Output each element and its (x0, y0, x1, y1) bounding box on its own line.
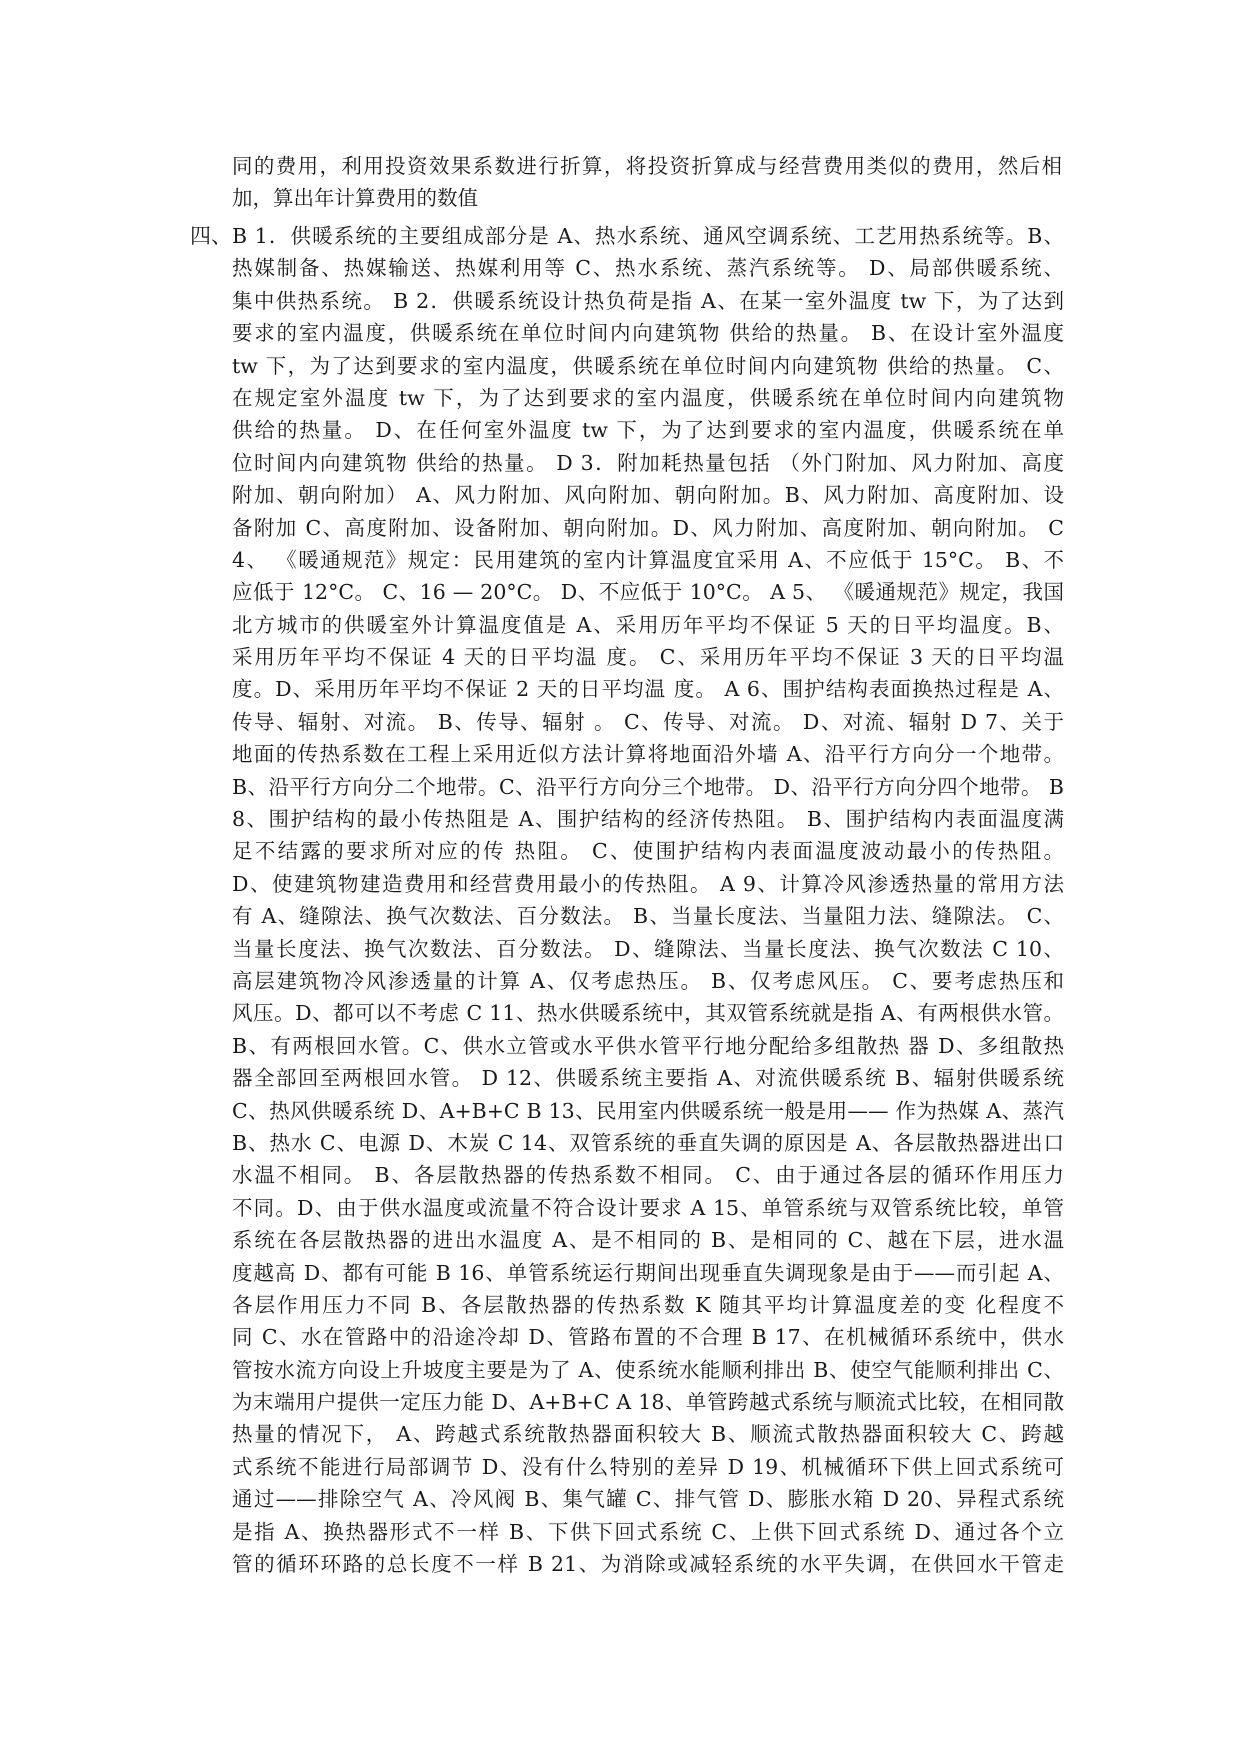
section-line: 供给的热量。 D、在任何室外温度 tw 下，为了达到要求的室内温度，供暖系统在单 (232, 418, 1064, 443)
section-line: 式系统不能进行局部调节 D、没有什么特别的差异 D 19、机械循环下供上回式系统可 (232, 1454, 1064, 1479)
intro-paragraph (232, 150, 1062, 215)
section-line: C、热风供暖系统 D、A+B+C B 13、民用室内供暖系统一般是用—— 作为热媒 A、蒸汽 (232, 1098, 1064, 1123)
section-line: B、有两根回水管。C、供水立管或水平供水管平行地分配给多组散热 器 D、多组散热 (232, 1033, 1064, 1058)
section-line: 高层建筑物冷风渗透量的计算 A、仅考虑热压。 B、仅考虑风压。 C、要考虑热压和 (232, 968, 1064, 993)
section-line: 应低于 12°C。 C、16 — 20°C。 D、不应低于 10°C。 A 5、 《暖通规范》规定，我国 (232, 580, 1064, 605)
section-line: 有 A、缝隙法、换气次数法、百分数法。 B、当量长度法、当量阻力法、缝隙法。 C、 (232, 904, 1064, 929)
intro-line: 加，算出年计算费用的数值 (232, 186, 478, 211)
section-line: 为末端用户提供一定压力能 D、A+B+C A 18、单管跨越式系统与顺流式比较，在相同散 (232, 1390, 1064, 1415)
section-line: 位时间内向建筑物 供给的热量。 D 3．附加耗热量包括 （外门附加、风力附加、高度 (232, 450, 1064, 475)
section-line: 北方城市的供暖室外计算温度值是 A、采用历年平均不保证 5 天的日平均温度。B、 (232, 612, 1064, 637)
section-line: 是指 A、换热器形式不一样 B、下供下回式系统 C、上供下回式系统 D、通过各个立 (232, 1519, 1064, 1544)
section-line: 热媒制备、热媒输送、热媒利用等 C、热水系统、蒸汽系统等。 D、局部供暖系统、 (232, 256, 1064, 281)
section-body (232, 220, 1064, 1580)
section-line: 附加、朝向附加） A、风力附加、风向附加、朝向附加。B、风力附加、高度附加、设 (232, 483, 1064, 508)
section-line: 8、围护结构的最小传热阻是 A、围护结构的经济传热阻。 B、围护结构内表面温度满 (232, 807, 1064, 832)
section-line: 当量长度法、换气次数法、百分数法。 D、缝隙法、当量长度法、换气次数法 C 10、 (232, 936, 1064, 961)
section-line: 在规定室外温度 tw 下，为了达到要求的室内温度，供暖系统在单位时间内向建筑物 (232, 385, 1064, 410)
section-line: 系统在各层散热器的进出水温度 A、是不相同的 B、是相同的 C、越在下层，进水温 (232, 1228, 1064, 1253)
section-line: 地面的传热系数在工程上采用近似方法计算将地面沿外墙 A、沿平行方向分一个地带。 (232, 742, 1064, 767)
section-line: 备附加 C、高度附加、设备附加、朝向附加。D、风力附加、高度附加、朝向附加。 C (232, 515, 1064, 540)
section-line: B、沿平行方向分二个地带。C、沿平行方向分三个地带。 D、沿平行方向分四个地带。 B (232, 774, 1064, 799)
section-line: 同 C、水在管路中的沿途冷却 D、管路布置的不合理 B 17、在机械循环系统中，供水 (232, 1325, 1064, 1350)
section-line: 4、 《暖通规范》规定：民用建筑的室内计算温度宜采用 A、不应低于 15°C。 B、不 (232, 547, 1064, 572)
section-line: 集中供热系统。 B 2．供暖系统设计热负荷是指 A、在某一室外温度 tw 下，为了达到 (232, 288, 1064, 313)
section-line: 要求的室内温度，供暖系统在单位时间内向建筑物 供给的热量。 B、在设计室外温度 (232, 321, 1064, 346)
intro-line: 同的费用，利用投资效果系数进行折算，将投资折算成与经营费用类似的费用，然后相 (232, 154, 1062, 178)
section-line: D、使建筑物建造费用和经营费用最小的传热阻。 A 9、计算冷风渗透热量的常用方法 (232, 871, 1064, 896)
section-line: 管的循环环路的总长度不一样 B 21、为消除或减轻系统的水平失调，在供回水干管走 (232, 1552, 1064, 1577)
section-line: tw 下，为了达到要求的室内温度，供暖系统在单位时间内向建筑物 供给的热量。 C、 (232, 353, 1064, 378)
section-line: 通过——排除空气 A、冷风阀 B、集气罐 C、排气管 D、膨胀水箱 D 20、异程式系统 (232, 1487, 1064, 1512)
section-line: 采用历年平均不保证 4 天的日平均温 度。 C、采用历年平均不保证 3 天的日平均温 (232, 645, 1064, 670)
section-marker: 四、 (190, 224, 232, 248)
section-line: B、热水 C、电源 D、木炭 C 14、双管系统的垂直失调的原因是 A、各层散热器进出口 (232, 1130, 1064, 1155)
section-line: 足不结露的要求所对应的传 热阻。 C、使围护结构内表面温度波动最小的传热阻。 (232, 839, 1064, 864)
section-line: 水温不相同。 B、各层散热器的传热系数不相同。 C、由于通过各层的循环作用压力 (232, 1163, 1064, 1188)
section-line: 风压。D、都可以不考虑 C 11、热水供暖系统中，其双管系统就是指 A、有两根供水管。 (232, 1001, 1064, 1026)
section-line: 不同。D、由于供水温度或流量不符合设计要求 A 15、单管系统与双管系统比较，单管 (232, 1195, 1064, 1220)
section-line: B 1．供暖系统的主要组成部分是 A、热水系统、通风空调系统、工艺用热系统等。B、 (232, 224, 1064, 248)
section-line: 度。D、采用历年平均不保证 2 天的日平均温 度。 A 6、围护结构表面换热过程是 A、 (232, 677, 1064, 702)
section-line: 热量的情况下， A、跨越式系统散热器面积较大 B、顺流式散热器面积较大 C、跨越 (232, 1422, 1064, 1447)
section-line: 器全部回至两根回水管。 D 12、供暖系统主要指 A、对流供暖系统 B、辐射供暖系统 (232, 1066, 1064, 1091)
section-line: 传导、辐射、对流。 B、传导、辐射 。 C、传导、对流。 D、对流、辐射 D 7、关于 (232, 709, 1064, 734)
section-line: 各层作用压力不同 B、各层散热器的传热系数 K 随其平均计算温度差的变 化程度不 (232, 1292, 1064, 1317)
section-line: 管按水流方向设上升坡度主要是为了 A、使系统水能顺利排出 B、使空气能顺利排出 C、 (232, 1357, 1064, 1382)
section-line: 度越高 D、都有可能 B 16、单管系统运行期间出现垂直失调现象是由于——而引起 A、 (232, 1260, 1064, 1285)
